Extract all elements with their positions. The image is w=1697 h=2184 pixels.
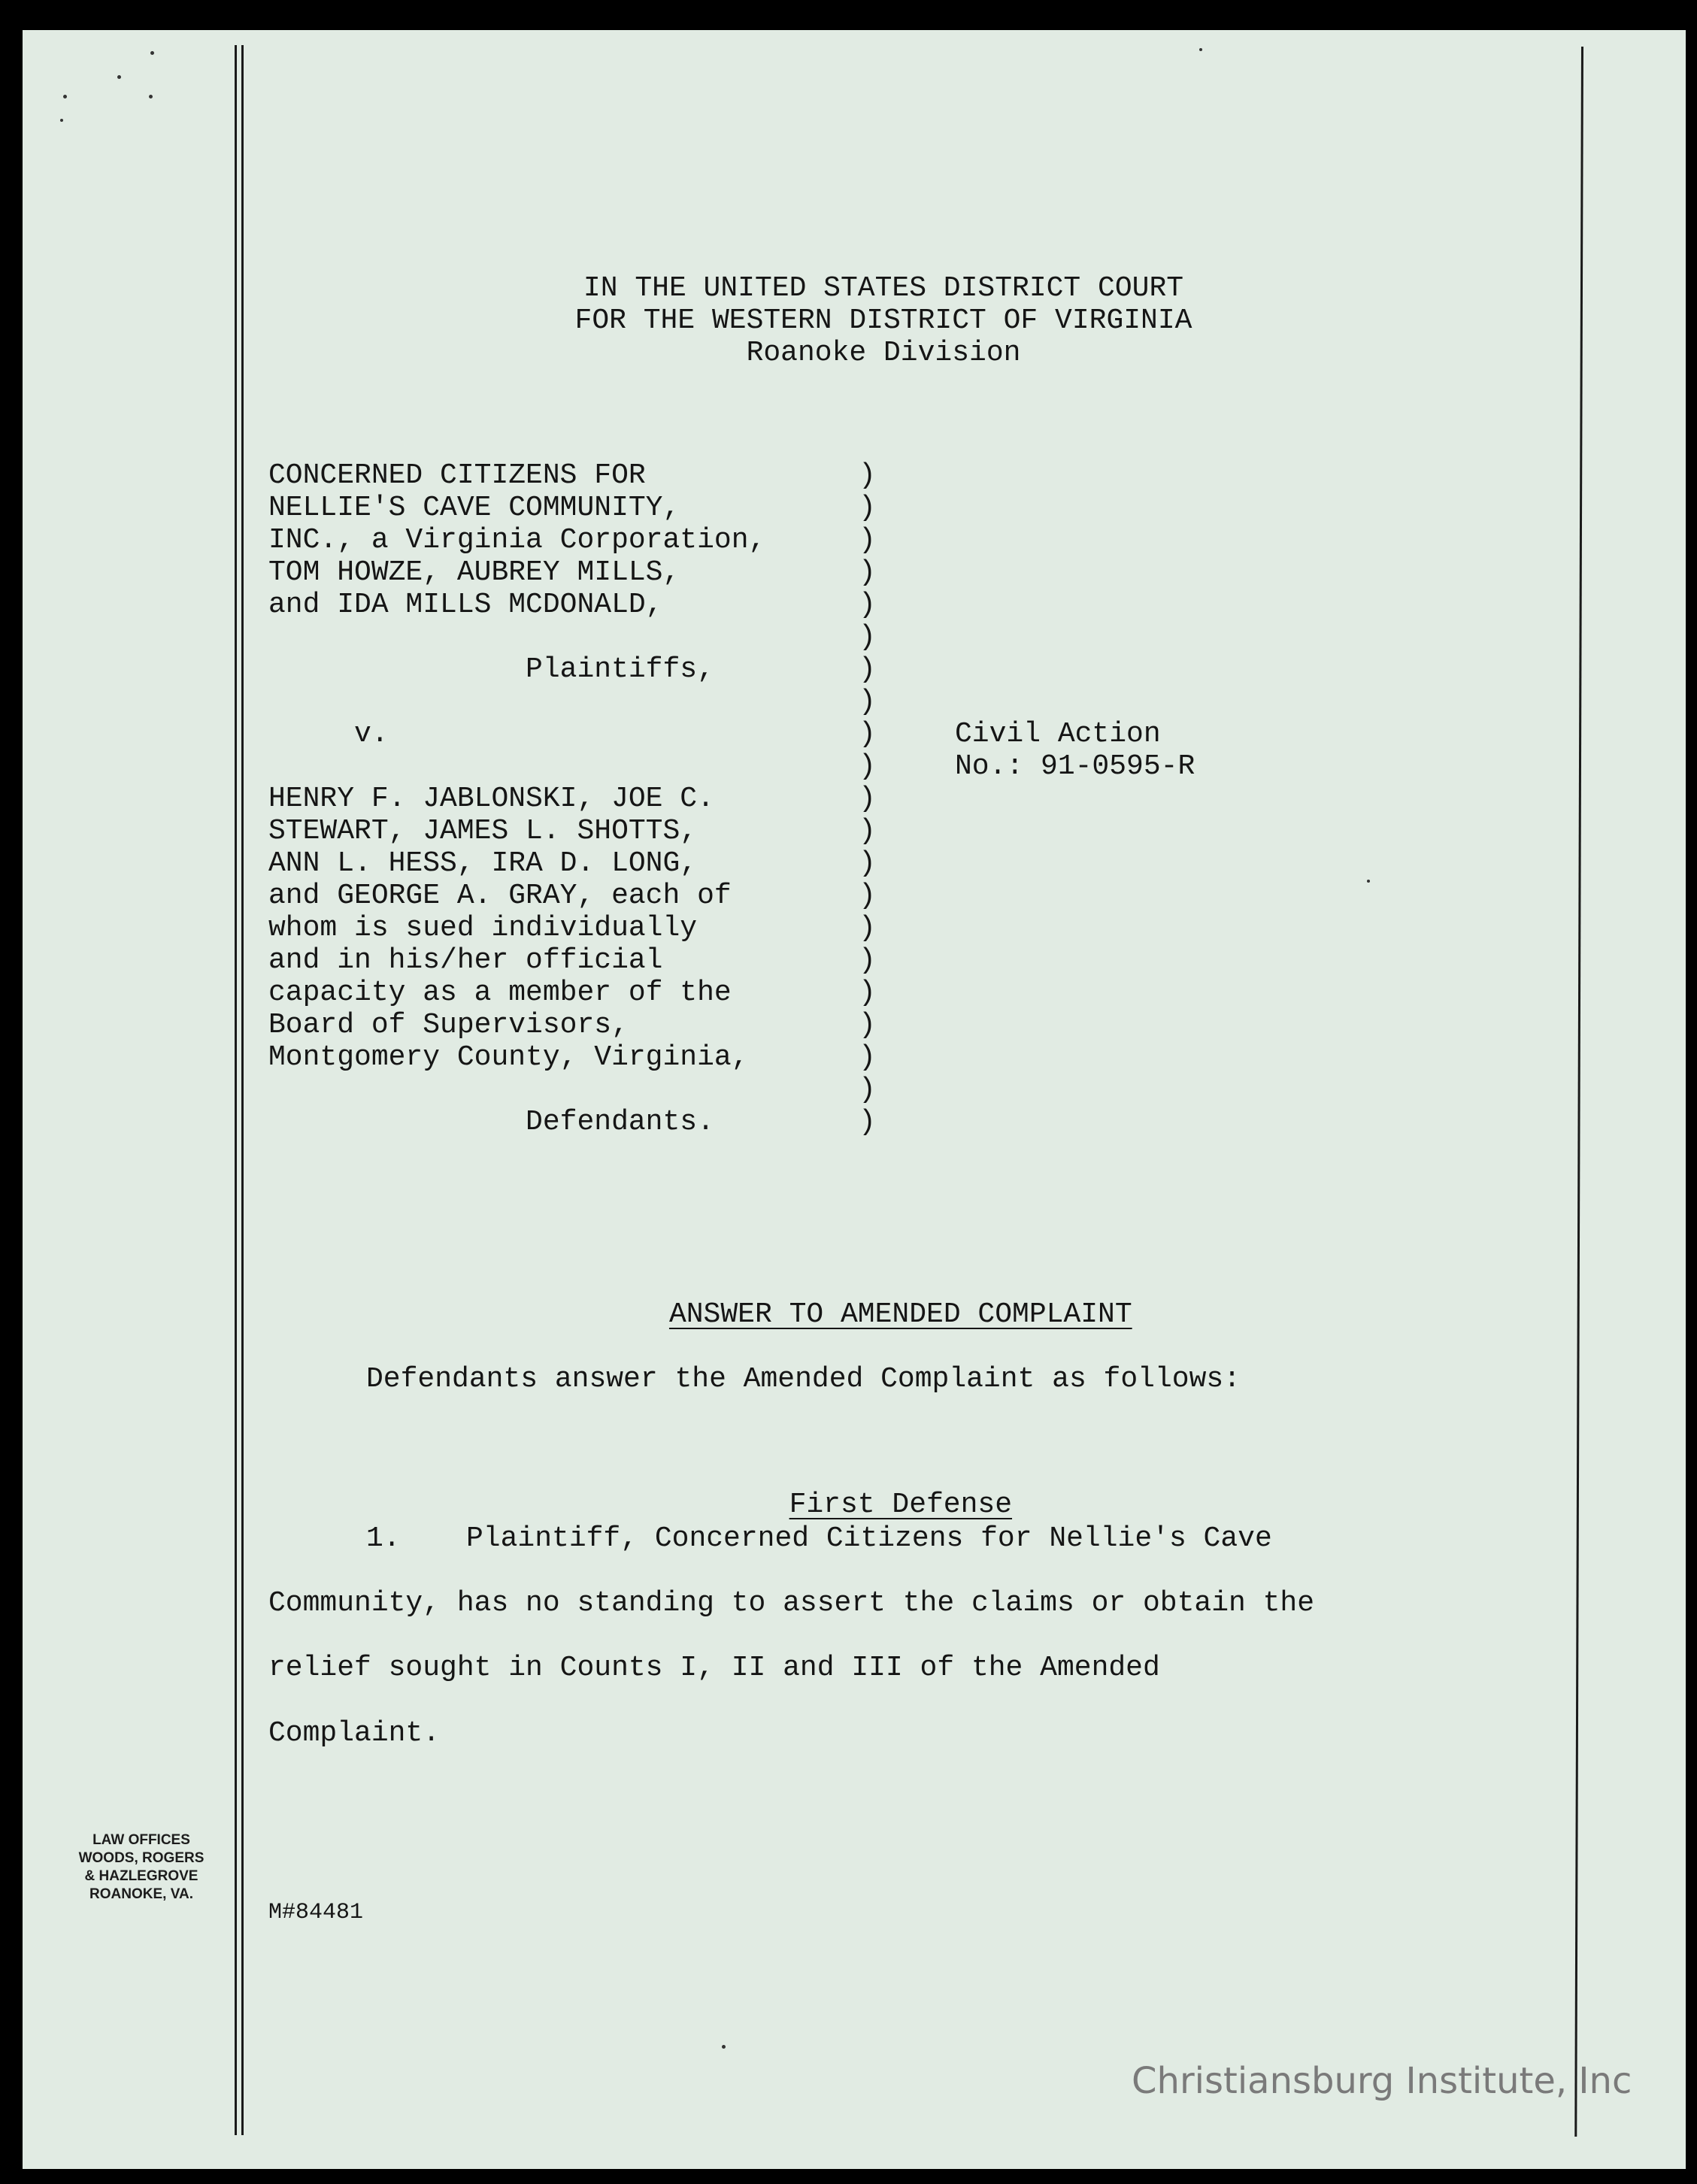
law-offices-line: WOODS, ROGERS (78, 1850, 205, 1866)
caption-paren: ) (859, 459, 876, 492)
caption-line: HENRY F. JABLONSKI, JOE C. (268, 783, 714, 815)
caption-paren: ) (859, 653, 876, 686)
law-offices-line: LAW OFFICES (92, 1832, 190, 1848)
caption-paren: ) (859, 815, 876, 847)
caption-line: Board of Supervisors, (268, 1009, 629, 1041)
caption-line: STEWART, JAMES L. SHOTTS, (268, 815, 698, 847)
caption-line: Montgomery County, Virginia, (268, 1041, 749, 1074)
caption-line: TOM HOWZE, AUBREY MILLS, (268, 556, 680, 589)
caption-line: INC., a Virginia Corporation, (268, 524, 766, 556)
archive-watermark: Christiansburg Institute, Inc (1132, 2060, 1632, 2102)
document-number: M#84481 (268, 1900, 364, 1925)
caption-paren: ) (859, 1009, 876, 1041)
court-heading-line-2: FOR THE WESTERN DISTRICT OF VIRGINIA (574, 304, 1192, 337)
caption-paren: ) (859, 1106, 876, 1138)
case-caption (268, 459, 765, 1138)
intro-sentence: Defendants answer the Amended Complaint as follows: (366, 1363, 1241, 1395)
plaintiffs-label: Plaintiffs, (268, 653, 714, 686)
versus-label: v. (268, 718, 389, 750)
caption-paren: ) (859, 1041, 876, 1074)
caption-paren: ) (859, 847, 876, 880)
caption-line (268, 750, 765, 783)
caption-line: whom is sued individually (268, 912, 698, 944)
civil-action-number: No.: 91-0595-R (955, 750, 1195, 783)
caption-line: and GEORGE A. GRAY, each of (268, 880, 732, 912)
caption-line: CONCERNED CITIZENS FOR (268, 459, 646, 492)
speck (149, 95, 153, 98)
speck (117, 75, 121, 79)
caption-paren-column (859, 459, 876, 1138)
caption-paren: ) (859, 1074, 876, 1106)
caption-paren: ) (859, 556, 876, 589)
caption-paren: ) (859, 718, 876, 750)
caption-paren: ) (859, 880, 876, 912)
left-margin-rule (235, 45, 237, 2135)
paragraph-line: Plaintiff, Concerned Citizens for Nellie's Cave (466, 1522, 1272, 1555)
paragraph-line: relief sought in Counts I, II and III of the Amended (268, 1652, 1160, 1684)
document-title (526, 1266, 1241, 1331)
caption-paren: ) (859, 977, 876, 1009)
paragraph-line: Complaint. (268, 1717, 441, 1749)
caption-paren: ) (859, 912, 876, 944)
document-title-text: ANSWER TO AMENDED COMPLAINT (668, 1298, 1132, 1331)
caption-paren: ) (859, 944, 876, 977)
speck (722, 2045, 726, 2049)
court-heading-line-1: IN THE UNITED STATES DISTRICT COURT (583, 272, 1184, 304)
law-offices-line: & HAZLEGROVE (84, 1868, 198, 1884)
caption-line: ANN L. HESS, IRA D. LONG, (268, 847, 698, 880)
caption-line (268, 621, 765, 653)
speck (1199, 48, 1202, 51)
caption-line (268, 686, 765, 718)
law-offices-line: ROANOKE, VA. (89, 1886, 193, 1902)
left-margin-rule-inner (241, 45, 244, 2135)
paragraph-line: Community, has no standing to assert the claims or obtain the (268, 1587, 1315, 1619)
caption-paren: ) (859, 524, 876, 556)
caption-line: and in his/her official (268, 944, 663, 977)
caption-paren: ) (859, 492, 876, 524)
caption-paren: ) (859, 750, 876, 783)
section-heading (526, 1456, 1241, 1521)
caption-line (268, 1074, 765, 1106)
caption-paren: ) (859, 686, 876, 718)
caption-line: capacity as a member of the (268, 977, 732, 1009)
caption-line: NELLIE'S CAVE COMMUNITY, (268, 492, 680, 524)
caption-paren: ) (859, 589, 876, 621)
paragraph-number: 1. (366, 1522, 401, 1555)
defendants-label: Defendants. (268, 1106, 714, 1138)
speck (1367, 880, 1370, 883)
court-heading-line-3: Roanoke Division (746, 337, 1021, 369)
law-offices-imprint (59, 1831, 224, 1904)
speck (60, 119, 63, 122)
caption-paren: ) (859, 621, 876, 653)
caption-line: and IDA MILLS MCDONALD, (268, 589, 663, 621)
civil-action-label: Civil Action (955, 718, 1161, 750)
section-heading-text: First Defense (789, 1489, 1013, 1521)
caption-paren: ) (859, 783, 876, 815)
speck (63, 95, 67, 98)
speck (150, 51, 154, 55)
